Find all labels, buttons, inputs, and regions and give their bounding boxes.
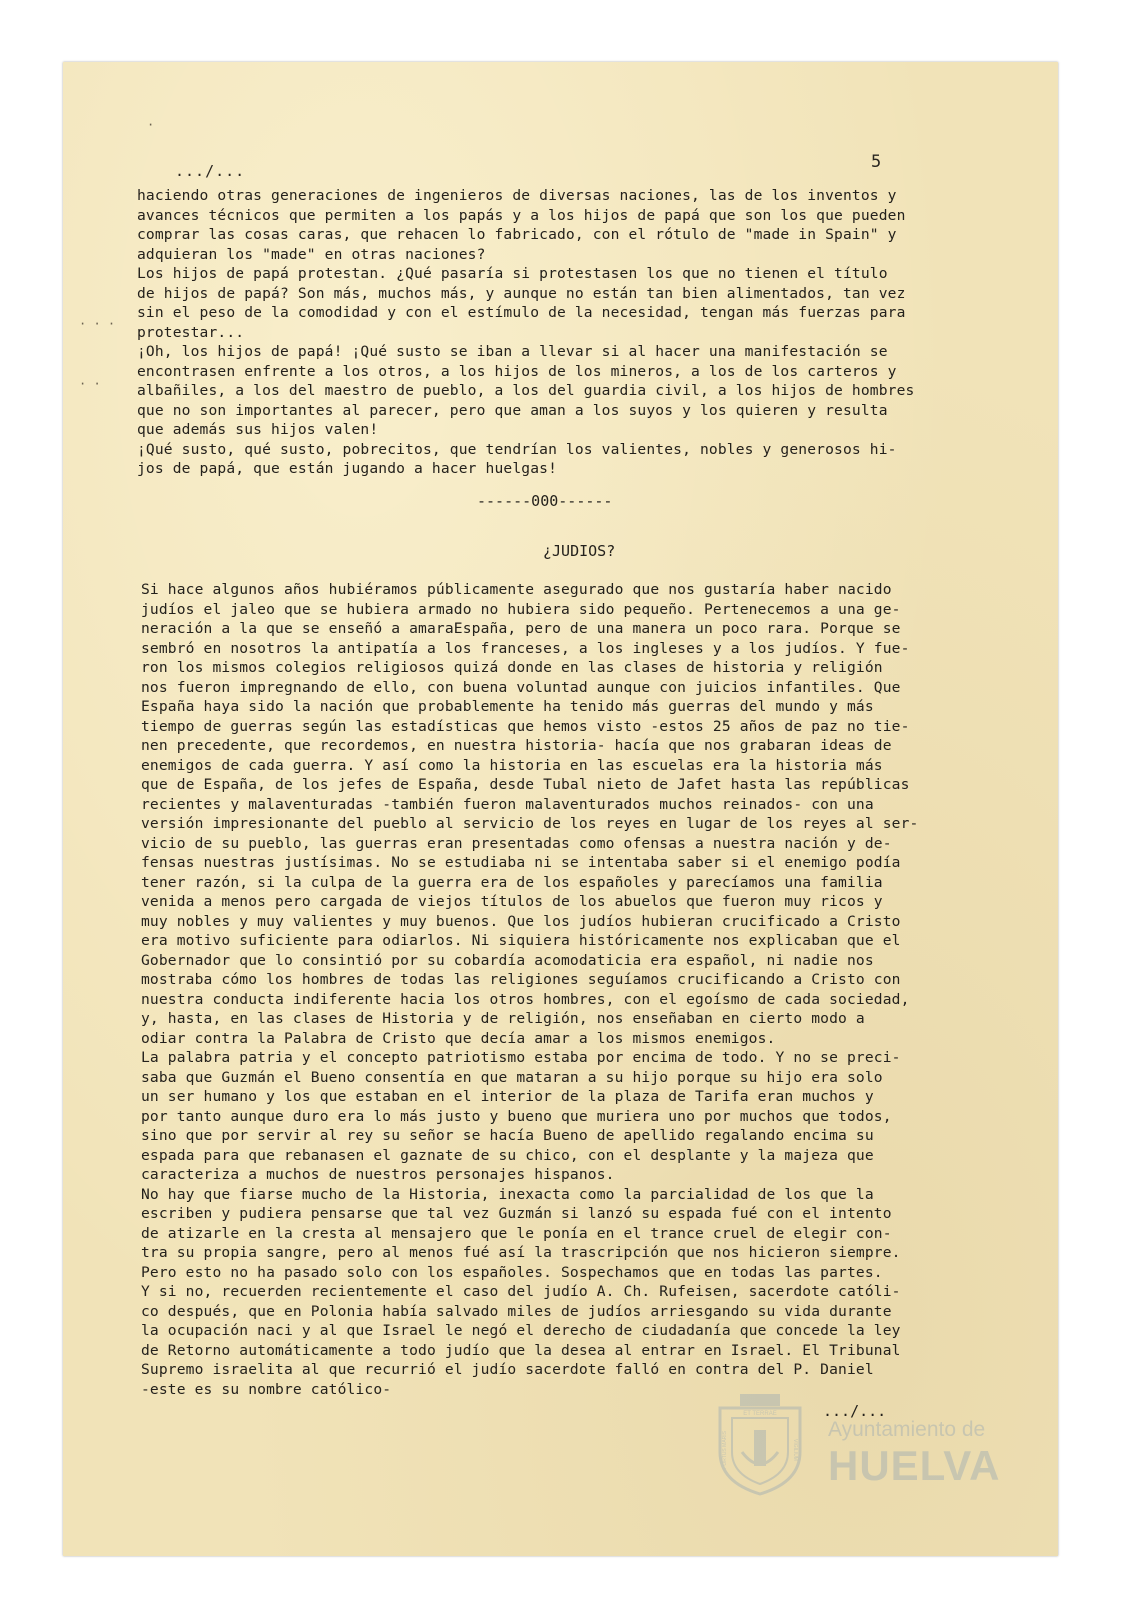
text-line: por tanto aunque duro era lo más justo y bueno que muriera uno por muchos que todos, xyxy=(141,1107,892,1125)
text-line: de hijos de papá? Son más, muchos más, y aunque no están tan bien alimentados, tan vez xyxy=(137,284,906,302)
text-line: Gobernador que lo consintió por su cobardía acomodaticia era español, ni nadie nos xyxy=(141,951,874,969)
document-page xyxy=(63,62,1058,1556)
ayuntamiento-huelva-watermark xyxy=(710,1390,1010,1500)
section-judios xyxy=(141,580,1011,1399)
continuation-mark-bottom: .../... xyxy=(823,1402,887,1420)
text-line: vicio de su pueblo, las guerras eran presentadas como ofensas a nuestra nación y de- xyxy=(141,834,892,852)
text-line: de atizarle en la cresta al mensajero que le ponía en el trance cruel de elegir con- xyxy=(141,1224,892,1242)
text-line: Si hace algunos años hubiéramos públicamente asegurado que nos gustaría haber nacido xyxy=(141,581,892,598)
text-line: nuestra conducta indiferente hacia los otros hombres, con el egoísmo de cada sociedad, xyxy=(141,990,910,1008)
text-line: caracteriza a muchos de nuestros personajes hispanos. xyxy=(141,1166,615,1183)
text-line: España haya sido la nación que probablemente ha tenido más guerras del mundo y más xyxy=(141,698,874,715)
page-number: 5 xyxy=(871,152,882,172)
text-line: mostraba cómo los hombres de todas las religiones seguíamos crucificando a Cristo con xyxy=(141,971,901,988)
text-line: odiar contra la Palabra de Cristo que decía amar a los mismos enemigos. xyxy=(141,1029,776,1047)
margin-dots: · xyxy=(147,118,155,132)
margin-dots: · · xyxy=(79,377,101,391)
text-line: avances técnicos que permiten a los papás y a los hijos de papá que son los que pueden xyxy=(137,206,906,224)
text-line: albañiles, a los del maestro de pueblo, a los del guardia civil, a los hijos de hombres xyxy=(137,382,915,399)
text-line: saba que Guzmán el Bueno consentía en que mataran a su hijo porque su hijo era solo xyxy=(141,1068,883,1086)
text-line: tra su propia sangre, pero al menos fué así la trascripción que nos hicieron siempre. xyxy=(141,1244,901,1261)
text-line: ron los mismos colegios religiosos quizá donde en las clases de historia y religión xyxy=(141,659,883,676)
text-line: tiempo de guerras según las estadísticas que hemos visto -estos 25 años de paz no tie- xyxy=(141,717,910,735)
text-line: sin el peso de la comodidad y con el estímulo de la necesidad, tengan más fuerzas para xyxy=(137,304,906,321)
text-line: y, hasta, en las clases de Historia y de religión, nos enseñaban en cierto modo a xyxy=(141,1010,865,1027)
text-line: que de España, de los jefes de España, desde Tubal nieto de Jafet hasta las repúblicas xyxy=(141,776,910,793)
text-line: La palabra patria y el concepto patriotismo estaba por encima de todo. Y no se preci- xyxy=(141,1049,901,1066)
margin-dots: · · · xyxy=(79,317,116,331)
text-line: comprar las cosas caras, que rehacen lo fabricado, con el rótulo de "made in Spain" y xyxy=(137,226,897,243)
text-line: Supremo israelita al que recurrió el judío sacerdote falló en contra del P. Daniel xyxy=(141,1361,874,1378)
text-line: que además sus hijos valen! xyxy=(137,421,379,438)
text-line: sino que por servir al rey su señor se hacía Bueno de apellido regalando encima su xyxy=(141,1127,874,1144)
watermark-line-2: HUELVA xyxy=(828,1442,1001,1489)
text-line: espada para que rebanasen el gaznate de su chico, con el desplante y la majeza que xyxy=(141,1146,874,1164)
text-line: encontrasen enfrente a los otros, a los hijos de los mineros, a los de los carteros y xyxy=(137,362,897,380)
text-line: -este es su nombre católico- xyxy=(141,1380,392,1398)
text-line: No hay que fiarse mucho de la Historia, inexacta como la parcialidad de los que la xyxy=(141,1185,874,1203)
text-line: muy nobles y muy valientes y muy buenos. Que los judíos hubieran crucificado a Cristo xyxy=(141,912,901,930)
text-line: que no son importantes al parecer, pero que aman a los suyos y los quieren y resulta xyxy=(137,401,888,419)
text-line: enemigos de cada guerra. Y así como la historia en las escuelas era la historia más xyxy=(141,756,883,774)
section-hijos-de-papa xyxy=(137,186,1007,479)
text-line: nen precedente, que recordemos, en nuestra historia- hacía que nos grabaran ideas de xyxy=(141,737,892,754)
text-line: fensas nuestras justísimas. No se estudiaba ni se intentaba saber si el enemigo podía xyxy=(141,854,901,871)
text-line: Los hijos de papá protestan. ¿Qué pasaría si protestasen los que no tienen el título xyxy=(137,265,888,282)
text-line: co después, que en Polonia había salvado miles de judíos arriesgando su vida durante xyxy=(141,1302,892,1320)
section-separator: ------000------ xyxy=(477,492,613,510)
text-line: Pero esto no ha pasado solo con los españoles. Sospechamos que en todas las partes. xyxy=(141,1263,883,1281)
text-line: era motivo suficiente para odiarlos. Ni siquiera históricamente nos explicaban que el xyxy=(141,932,901,949)
text-line: nos fueron impregnando de ello, con buena voluntad aunque con juicios infantiles. Que xyxy=(141,678,901,696)
text-line: la ocupación naci y al que Israel le negó el derecho de ciudadanía que concede la ley xyxy=(141,1322,901,1339)
text-line: ¡Oh, los hijos de papá! ¡Qué susto se iban a llevar si al hacer una manifestación se xyxy=(137,343,888,360)
text-line: escriben y pudiera pensarse que tal vez Guzmán si lanzó su espada fué con el intento xyxy=(141,1205,892,1222)
text-line: jos de papá, que están jugando a hacer huelgas! xyxy=(137,460,558,477)
text-line: haciendo otras generaciones de ingenieros de diversas naciones, las de los inventos y xyxy=(137,187,897,204)
section-heading: ¿JUDIOS? xyxy=(543,542,616,560)
text-line: tener razón, si la culpa de la guerra era de los españoles y parecíamos una familia xyxy=(141,873,883,891)
text-line: recientes y malaventuradas -también fueron malaventurados muchos reinados- con una xyxy=(141,795,874,813)
shield-right-text: VIGILIUM xyxy=(792,1439,798,1461)
continuation-mark-top: .../... xyxy=(175,162,246,180)
text-line: protestar... xyxy=(137,323,245,341)
watermark-line-1: Ayuntamiento de xyxy=(828,1418,986,1441)
shield-top-text: ET TERRAE xyxy=(743,1411,777,1417)
text-line: de Retorno automáticamente a todo judío que la desea al entrar en Israel. El Tribunal xyxy=(141,1341,901,1359)
text-line: judíos el jaleo que se hubiera armado no hubiera sido pequeño. Pertenecemos a una ge- xyxy=(141,600,901,618)
shield-left-text: PORTUS MARIS xyxy=(722,1431,728,1469)
text-line: sembró en nosotros la antipatía a los franceses, a los ingleses y a los judíos. Y fue- xyxy=(141,639,910,657)
text-line: un ser humano y los que estaban en el interior de la plaza de Tarifa eran muchos y xyxy=(141,1088,874,1105)
text-line: ¡Qué susto, qué susto, pobrecitos, que tendrían los valientes, nobles y generosos hi- xyxy=(137,440,897,458)
text-line: versión impresionante del pueblo al servicio de los reyes en lugar de los reyes al ser- xyxy=(141,815,919,832)
text-line: venida a menos pero cargada de viejos títulos de los abuelos que fueron muy ricos y xyxy=(141,893,883,910)
text-line: Y si no, recuerden recientemente el caso del judío A. Ch. Rufeisen, sacerdote católi- xyxy=(141,1283,901,1300)
text-line: adquieran los "made" en otras naciones? xyxy=(137,245,486,263)
text-line: neración a la que se enseñó a amaraEspaña, pero de una manera un poco rara. Porque se xyxy=(141,620,901,637)
city-shield-icon xyxy=(710,1390,810,1498)
